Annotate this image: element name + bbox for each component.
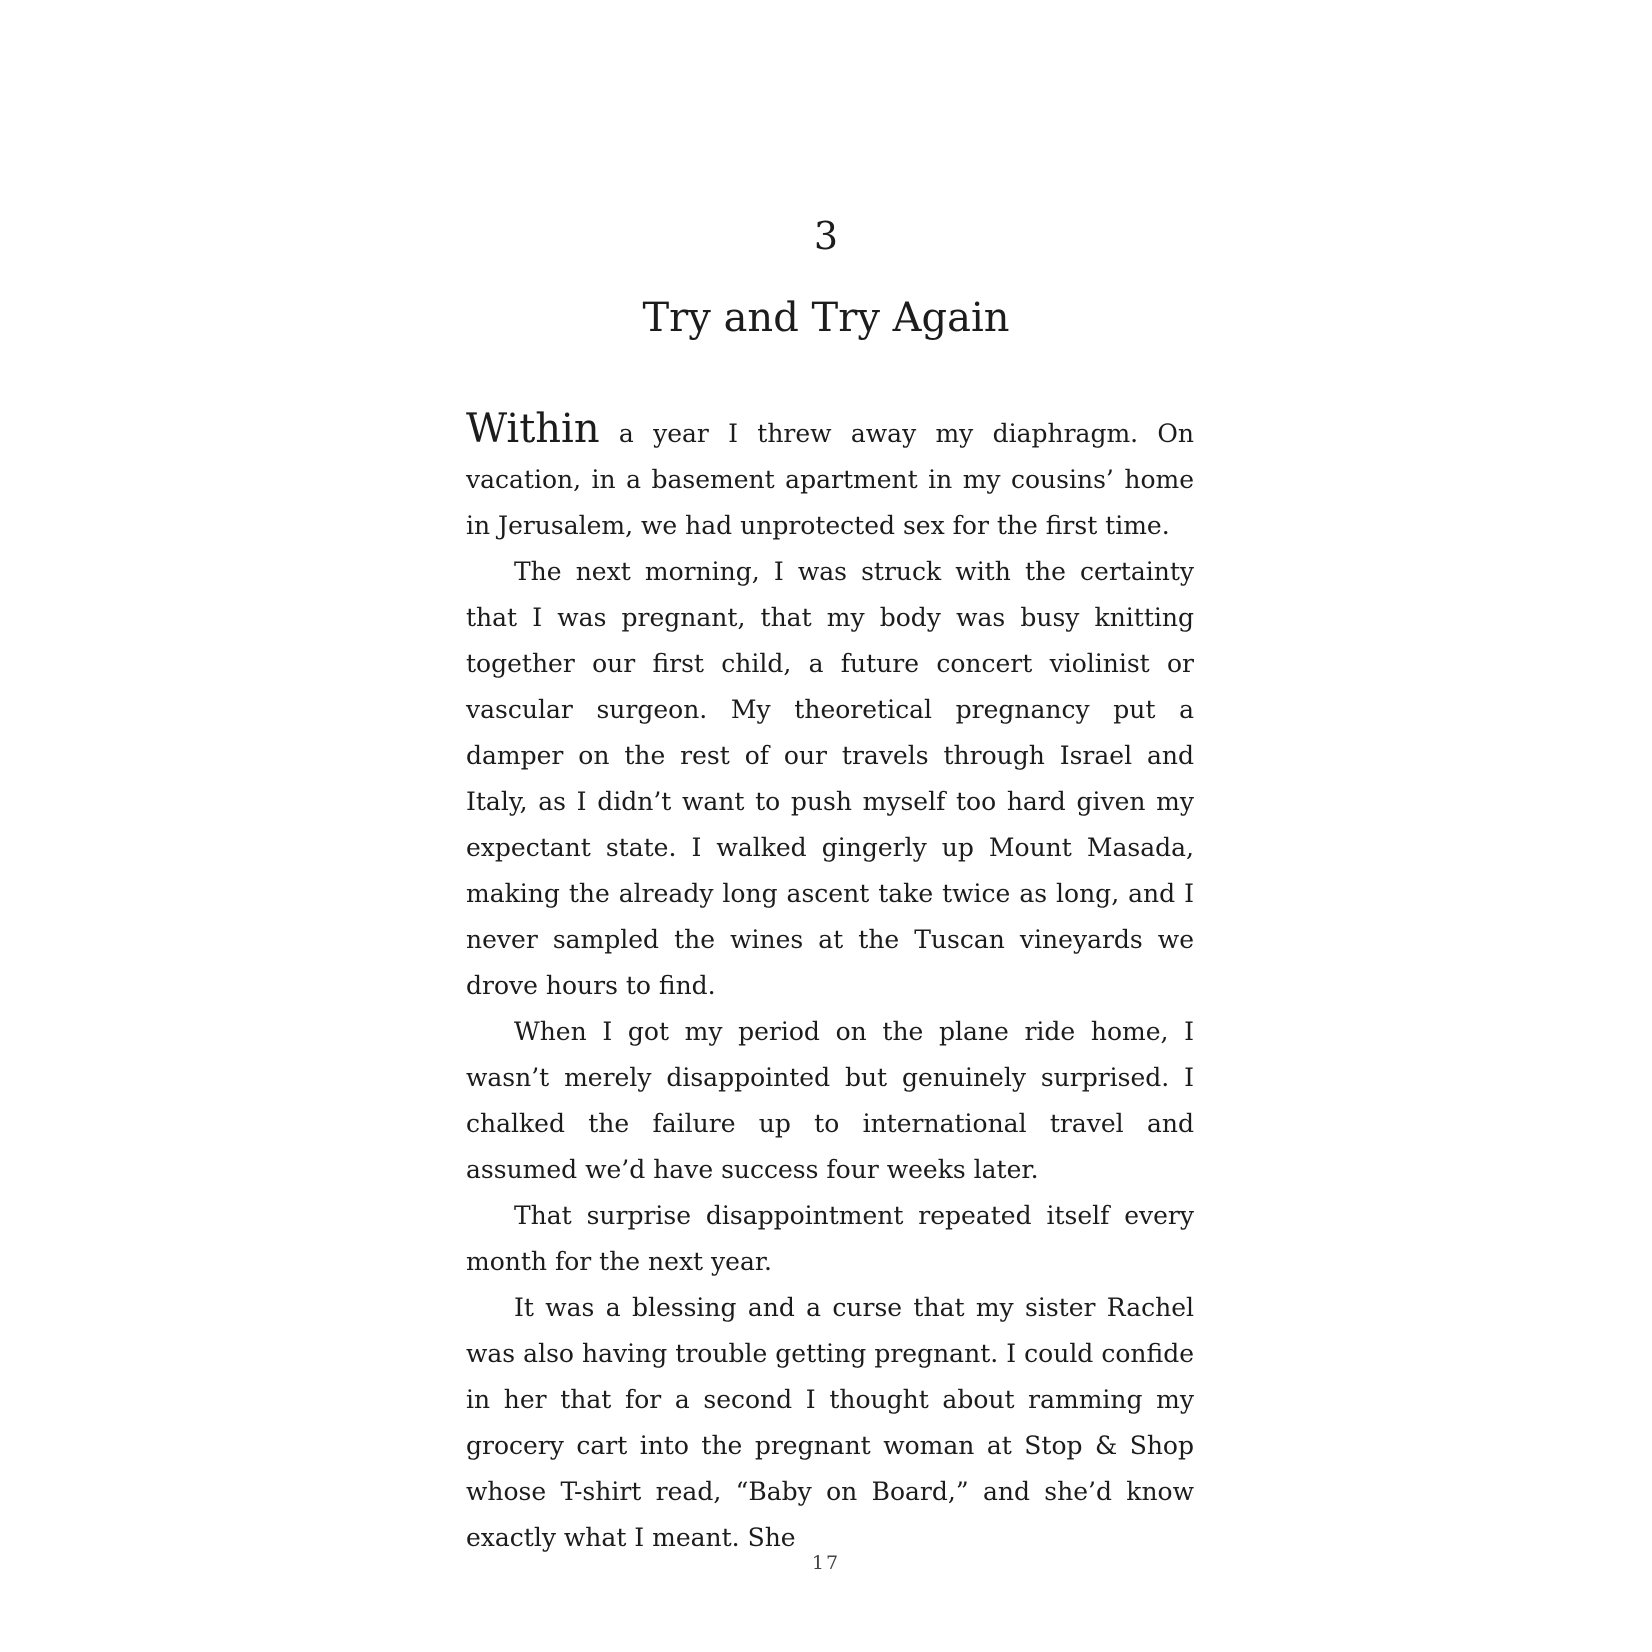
paragraph-5: It was a blessing and a curse that my sister Rachel was also having trouble getting pregnant. I could confide in her that for a second I thought about ramming my grocery cart into the pregnant woman at Stop & Shop whose T-shirt read, “Baby on Board,” and she’d know exactly what I meant. She	[466, 1293, 1194, 1552]
chapter-number: 3	[813, 214, 839, 258]
page-number: 17	[811, 1552, 841, 1574]
paragraph-1	[466, 406, 1194, 549]
chapter-title: Try and Try Again	[642, 295, 1010, 341]
lead-word: Within	[466, 406, 600, 452]
paragraph-4: That surprise disappointment repeated itself every month for the next year.	[466, 1201, 1194, 1276]
chapter-body	[466, 406, 1194, 1561]
paragraph-1-text: a year I threw away my diaphragm. On vacation, in a basement apartment in my cousins’ home in Jerusalem, we had unprotected sex for the first time.	[466, 419, 1194, 540]
paragraph-2: The next morning, I was struck with the certainty that I was pregnant, that my body was busy knitting together our first child, a future concert violinist or vascular surgeon. My theoretical pregnancy put a damper on the rest of our travels through Israel and Italy, as I didn’t want to push myself too hard given my expectant state. I walked gingerly up Mount Masada, making the already long ascent take twice as long, and I never sampled the wines at the Tuscan vineyards we drove hours to find.	[466, 557, 1194, 1000]
paragraph-3: When I got my period on the plane ride home, I wasn’t merely disappointed but genuinely surprised. I chalked the failure up to international travel and assumed we’d have success four weeks later.	[466, 1017, 1194, 1184]
